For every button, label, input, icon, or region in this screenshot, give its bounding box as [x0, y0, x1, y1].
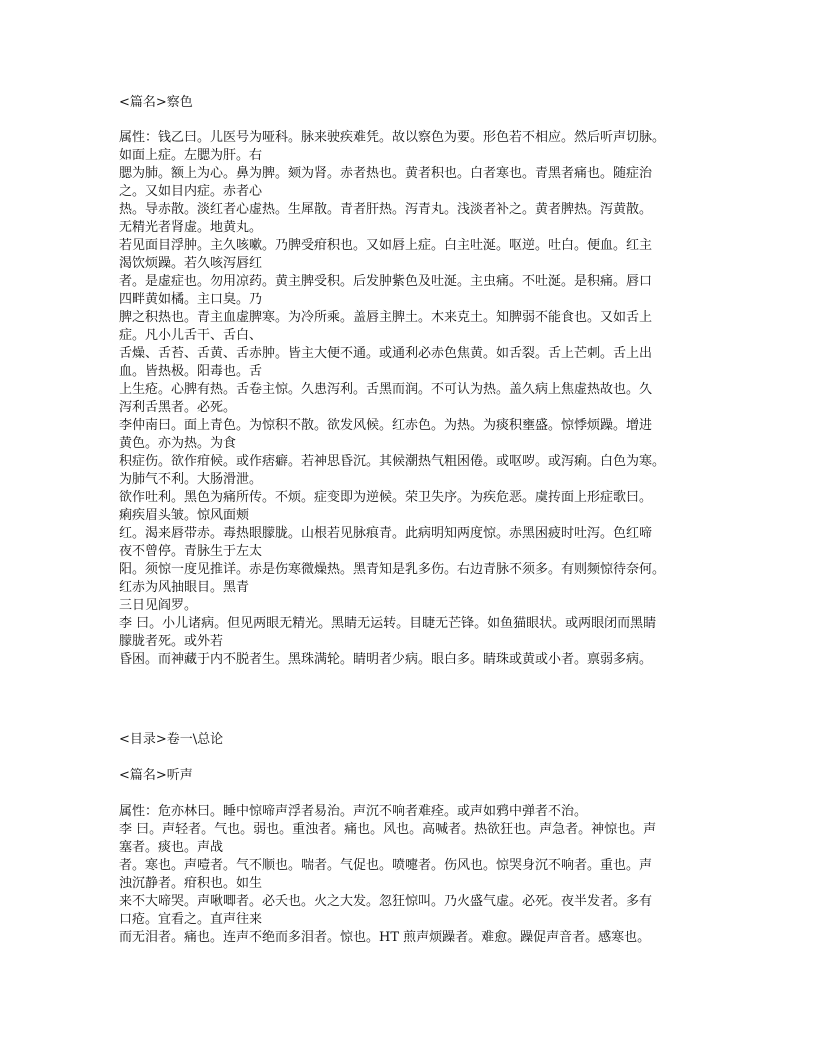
text-line: 者。寒也。声噎者。气不顺也。喘者。气促也。喷嚏者。伤风也。惊哭身沉不响者。重也。声: [119, 858, 653, 873]
text-line: 泻利舌黑者。必死。: [119, 400, 237, 415]
text-line: 来不大啼哭。声啾唧者。必夭也。火之大发。忽狂惊叫。乃火盛气虚。必死。夜半发者。多有: [119, 894, 653, 909]
text-line: 而无泪者。痛也。连声不绝而多泪者。惊也。HT 煎声烦躁者。难愈。躁促声音者。感寒也。: [119, 930, 651, 945]
text-line: 上生疮。心脾有热。舌卷主惊。久患泻利。舌黑而润。不可认为热。盖久病上焦虚热故也。久: [119, 382, 653, 397]
text-line: 如面上症。左腮为肝。右: [119, 148, 263, 163]
text-line: 红。渴来唇带赤。毒热眼朦胧。山根若见脉痕青。此病明知两度惊。赤黑困疲时吐泻。色红啼: [119, 526, 653, 541]
text-line: 红赤为风抽眼目。黑青: [119, 580, 250, 595]
catalog-heading: <目录>卷一\总论: [119, 732, 224, 747]
text-line: 若见面目浮肿。主久咳嗽。乃脾受疳积也。又如唇上症。白主吐涎。呕逆。吐白。便血。红主: [119, 238, 653, 253]
text-line: 症。凡小儿舌干、舌白、: [119, 328, 263, 343]
text-line: 者。是虚症也。勿用凉药。黄主脾受积。后发肿紫色及吐涎。主虫痛。不吐涎。是积痛。唇口: [119, 274, 653, 289]
text-line: 浊沉静者。疳积也。如生: [119, 876, 263, 891]
section-title-listen: <篇名>听声: [119, 768, 193, 783]
text-line: 夜不曾停。青脉生于左太: [119, 544, 263, 559]
text-line: 为肺气不利。大肠滑泄。: [119, 472, 263, 487]
text-line: 李仲南曰。面上青色。为惊积不散。欲发风候。红赤色。为热。为痰积壅盛。惊悸烦躁。增进: [119, 418, 653, 433]
text-line: 朦胧者死。或外若: [119, 634, 224, 649]
text-line: 腮为肺。额上为心。鼻为脾。颏为肾。赤者热也。黄者积也。白者寒也。青黑者痛也。随症治: [119, 166, 653, 181]
text-line: 积症伤。欲作疳候。或作痞癖。若神思昏沉。其候潮热气粗困倦。或呕哕。或泻痢。白色为寒。: [119, 454, 666, 469]
text-line: 痢疾眉头皱。惊风面颊: [119, 508, 250, 523]
text-line: 黄色。亦为热。为食: [119, 436, 237, 451]
text-line: 舌燥、舌苔、舌黄、舌赤肿。皆主大便不通。或通利必赤色焦黄。如舌裂。舌上芒刺。舌上出: [119, 346, 653, 361]
text-line: 塞者。痰也。声战: [119, 840, 224, 855]
text-line: 口疮。宜看之。直声往来: [119, 912, 263, 927]
text-line: 李 曰。小儿诸病。但见两眼无精光。黑睛无运转。目睫无芒锋。如鱼猫眼状。或两眼闭而黑睛: [119, 616, 657, 631]
text-line: 三日见阎罗。: [119, 598, 198, 613]
text-line: 阳。须惊一度见推详。赤是伤寒微燥热。黑青知是乳多伤。右边青脉不须多。有则频惊待奈何。: [119, 562, 666, 577]
text-line: 脾之积热也。青主血虚脾寒。为冷所乘。盖唇主脾土。木来克土。知脾弱不能食也。又如舌上: [119, 310, 653, 325]
text-line: 渴饮烦躁。若久咳泻唇红: [119, 256, 263, 271]
text-line: 无精光者肾虚。地黄丸。: [119, 220, 263, 235]
text-line: 血。皆热极。阳毒也。舌: [119, 364, 263, 379]
text-line: 四畔黄如橘。主口臭。乃: [119, 292, 263, 307]
text-line: 欲作吐利。黑色为痛所传。不烦。症变即为逆候。荣卫失序。为疾危恶。虞抟面上形症歌曰。: [119, 490, 653, 505]
section-title-chase: <篇名>察色: [119, 95, 193, 110]
text-line: 昏困。而神藏于内不脱者生。黑珠满轮。睛明者少病。眼白多。睛珠或黄或小者。禀弱多病。: [119, 652, 653, 667]
text-line: 热。导赤散。淡红者心虚热。生犀散。青者肝热。泻青丸。浅淡者补之。黄者脾热。泻黄散。: [119, 202, 653, 217]
text-line: 属性：危亦林曰。睡中惊啼声浮者易治。声沉不响者难痊。或声如鸦中弹者不治。: [119, 804, 588, 819]
text-line: 之。又如目内症。赤者心: [119, 184, 263, 199]
text-line: 属性：钱乙曰。儿医号为哑科。脉来驶疾难凭。故以察色为要。形色若不相应。然后听声切脉。: [119, 130, 666, 145]
text-line: 李 曰。声轻者。气也。弱也。重浊者。痛也。风也。高喊者。热欲狂也。声急者。神惊也。声: [119, 822, 657, 837]
